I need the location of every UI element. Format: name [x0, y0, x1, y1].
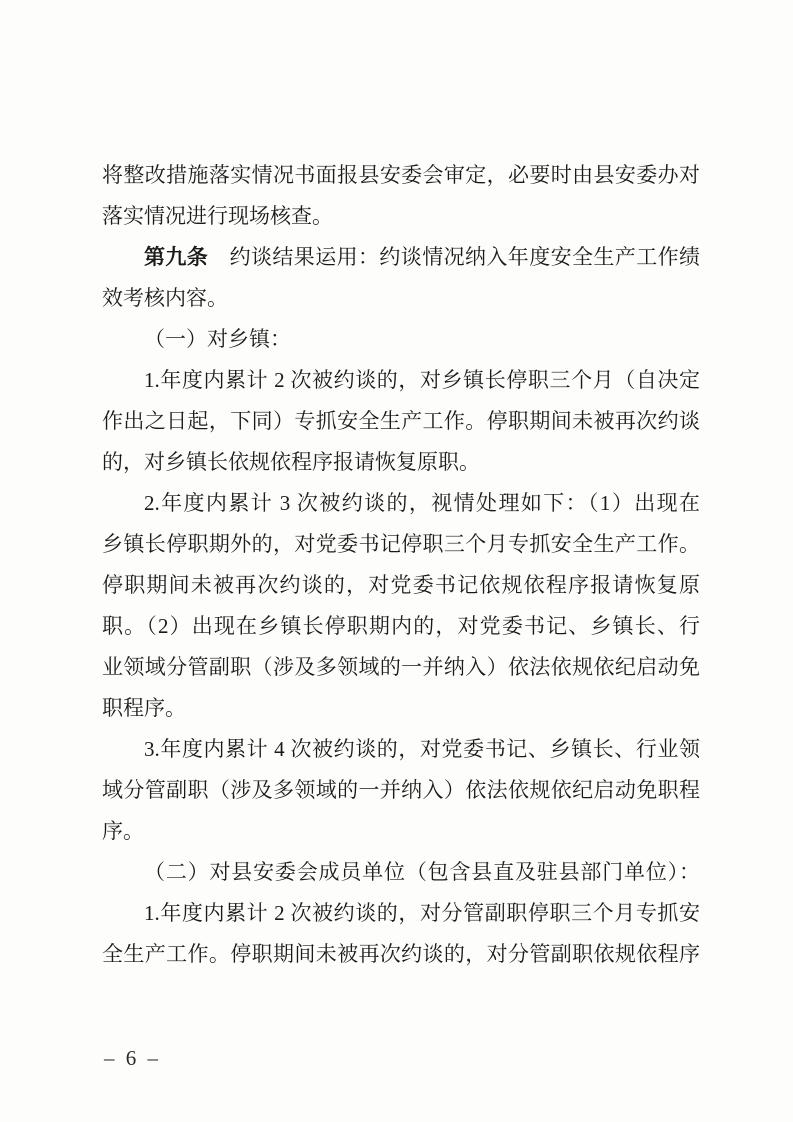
- text-line: （一）对乡镇：: [144, 327, 291, 351]
- document-body: [102, 155, 700, 975]
- paragraph-remediation-continuation: [102, 155, 700, 237]
- text-line: 业领域分管副职（涉及多领域的一并纳入）依法依规依纪启动免: [102, 655, 700, 679]
- text-line: 作出之日起，下同）专抓安全生产工作。停职期间未被再次约谈: [102, 409, 700, 433]
- text-line: [102, 237, 700, 278]
- text-line: 3.年度内累计 4 次被约谈的，对党委书记、乡镇长、行业领: [144, 737, 700, 761]
- page-number: – 6 –: [104, 1046, 161, 1070]
- text-line: 序。: [102, 819, 144, 843]
- text-line: 落实情况进行现场核查。: [102, 204, 333, 228]
- paragraph-subsection-1-townships: [102, 319, 700, 360]
- paragraph-subsection-1-item-2: [102, 483, 700, 729]
- text-line: 职程序。: [102, 696, 186, 720]
- text-line: 效考核内容。: [102, 286, 228, 310]
- text-line: 职。（2）出现在乡镇长停职期内的，对党委书记、乡镇长、行: [102, 614, 700, 638]
- text-line: 停职期间未被再次约谈的，对党委书记依规依程序报请恢复原: [102, 573, 700, 597]
- text-line: 全生产工作。停职期间未被再次约谈的，对分管副职依规依程序: [102, 942, 700, 966]
- article-number-label: 第九条: [144, 245, 209, 269]
- paragraph-article-9: [102, 237, 700, 319]
- text-line: 2.年度内累计 3 次被约谈的，视情处理如下：（1）出现在: [144, 491, 700, 515]
- text-line: 1.年度内累计 2 次被约谈的，对分管副职停职三个月专抓安: [144, 901, 700, 925]
- paragraph-subsection-1-item-1: [102, 360, 700, 483]
- paragraph-subsection-2-item-1: [102, 893, 700, 975]
- paragraph-subsection-2-county-units: [102, 852, 700, 893]
- text-line: （二）对县安委会成员单位（包含县直及驻县部门单位）：: [144, 860, 700, 884]
- text-line: 将整改措施落实情况书面报县安委会审定，必要时由县安委办对: [102, 163, 700, 187]
- article-text: 约谈结果运用：约谈情况纳入年度安全生产工作绩: [208, 245, 701, 269]
- text-line: 1.年度内累计 2 次被约谈的，对乡镇长停职三个月（自决定: [144, 368, 700, 392]
- text-line: 乡镇长停职期外的，对党委书记停职三个月专抓安全生产工作。: [102, 532, 700, 556]
- paragraph-subsection-1-item-3: [102, 729, 700, 852]
- text-line: 域分管副职（涉及多领域的一并纳入）依法依规依纪启动免职程: [102, 778, 700, 802]
- text-line: 的，对乡镇长依规依程序报请恢复原职。: [102, 450, 480, 474]
